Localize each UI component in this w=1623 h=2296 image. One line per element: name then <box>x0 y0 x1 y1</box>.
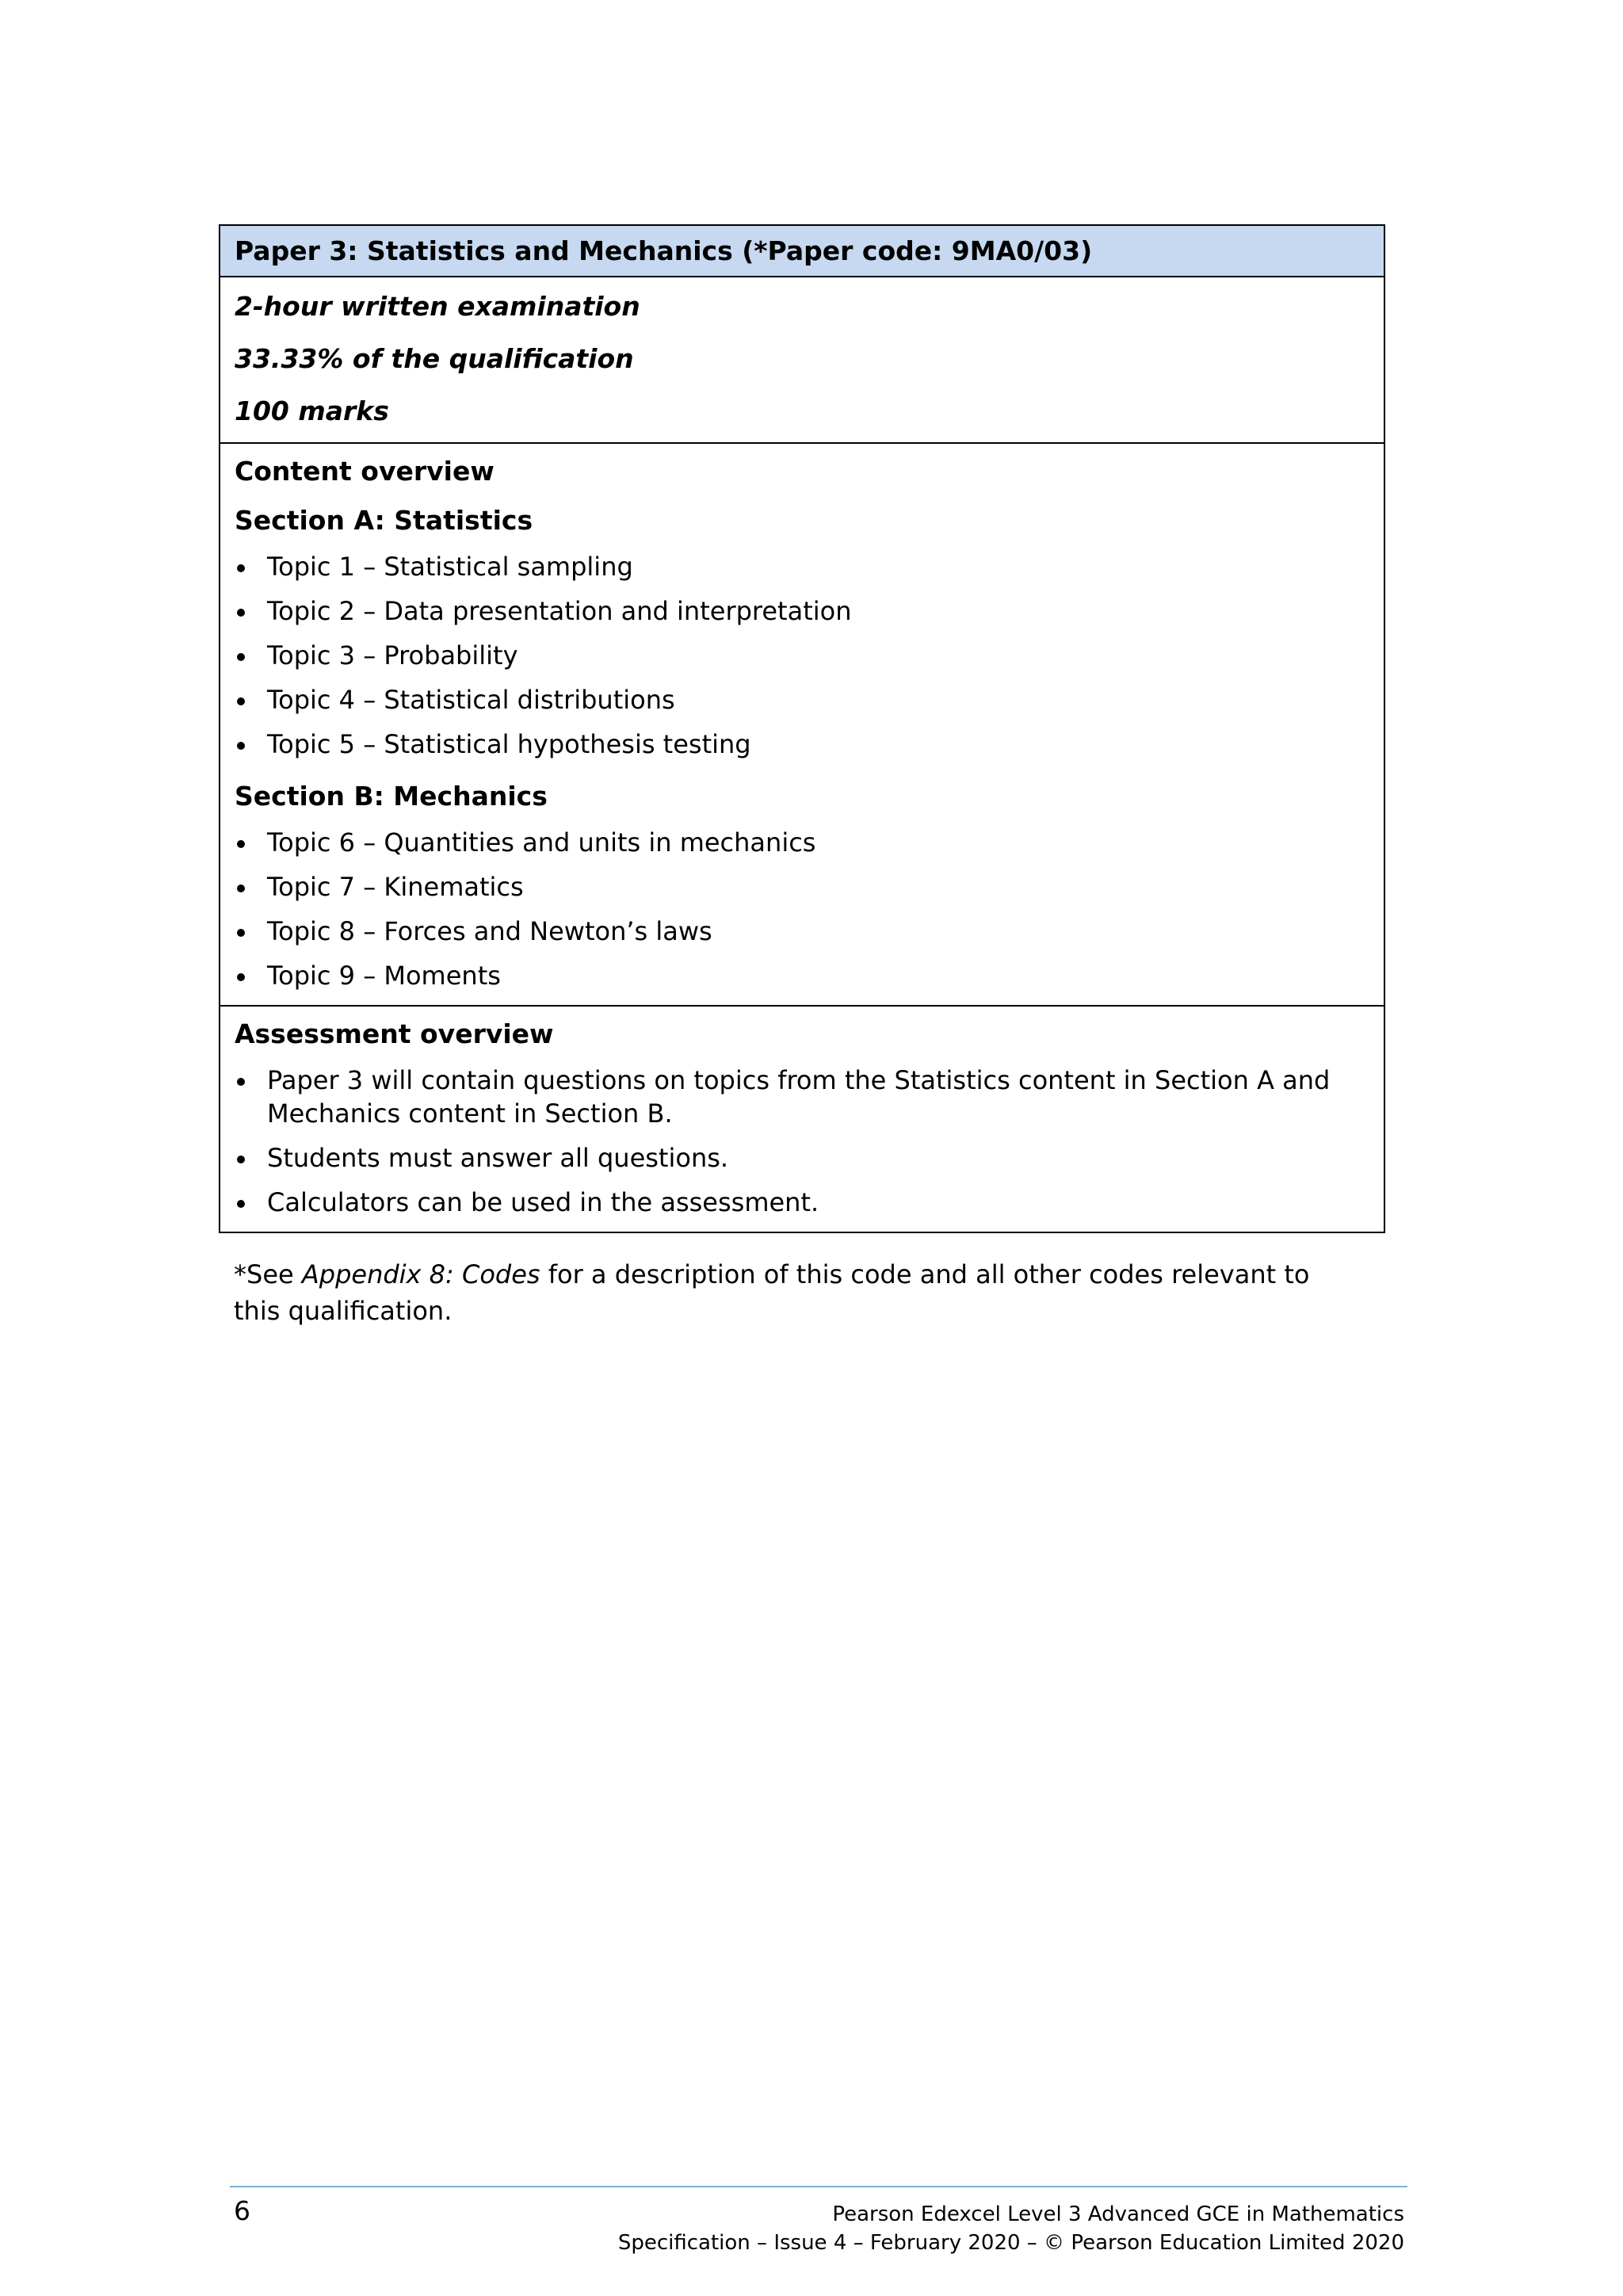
section-a-title: Section A: Statistics <box>235 505 533 536</box>
list-item: Topic 7 – Kinematics <box>235 870 1369 904</box>
footnote-prefix: *See <box>234 1259 302 1289</box>
footer-line-1: Pearson Edexcel Level 3 Advanced GCE in Mathematics <box>832 2202 1404 2226</box>
assessment-overview-title: Assessment overview <box>235 1018 554 1049</box>
table-header <box>220 226 1384 277</box>
footer-text <box>618 2200 1404 2257</box>
exam-marks: 100 marks <box>235 395 389 426</box>
exam-weighting: 33.33% of the qualification <box>235 343 634 374</box>
list-item: Topic 4 – Statistical distributions <box>235 683 1369 716</box>
footnote <box>234 1256 1343 1329</box>
content-overview-title: Content overview <box>235 456 495 487</box>
list-item: Calculators can be used in the assessment. <box>235 1186 1369 1219</box>
table-header-title: Paper 3: Statistics and Mechanics (*Paper code: 9MA0/03) <box>235 235 1093 266</box>
list-item: Topic 5 – Statistical hypothesis testing <box>235 728 1369 761</box>
assessment-overview <box>220 1007 1384 1232</box>
section-b-topics <box>235 826 1369 992</box>
section-a-topics <box>235 550 1369 761</box>
content-overview <box>220 444 1384 1007</box>
footer-divider <box>230 2186 1407 2187</box>
list-item: Topic 8 – Forces and Newton’s laws <box>235 915 1369 948</box>
list-item: Topic 6 – Quantities and units in mechanics <box>235 826 1369 859</box>
list-item: Topic 3 – Probability <box>235 639 1369 672</box>
paper-3-table <box>219 224 1385 1233</box>
footnote-suffix: for a description of this code and all other codes relevant to this qualification. <box>234 1259 1310 1326</box>
exam-duration: 2-hour written examination <box>235 291 640 322</box>
list-item: Paper 3 will contain questions on topics from the Statistics content in Section A and Mechanics content in Section B. <box>235 1064 1369 1130</box>
exam-details <box>220 277 1384 444</box>
list-item: Topic 2 – Data presentation and interpretation <box>235 594 1369 628</box>
page-number: 6 <box>234 2195 250 2226</box>
appendix-reference: Appendix 8: Codes <box>301 1259 540 1289</box>
list-item: Students must answer all questions. <box>235 1141 1369 1175</box>
section-b-title: Section B: Mechanics <box>235 781 548 812</box>
list-item: Topic 1 – Statistical sampling <box>235 550 1369 583</box>
assessment-points <box>235 1064 1369 1219</box>
list-item: Topic 9 – Moments <box>235 959 1369 992</box>
footer-line-2: Specification – Issue 4 – February 2020 – © Pearson Education Limited 2020 <box>617 2231 1404 2255</box>
